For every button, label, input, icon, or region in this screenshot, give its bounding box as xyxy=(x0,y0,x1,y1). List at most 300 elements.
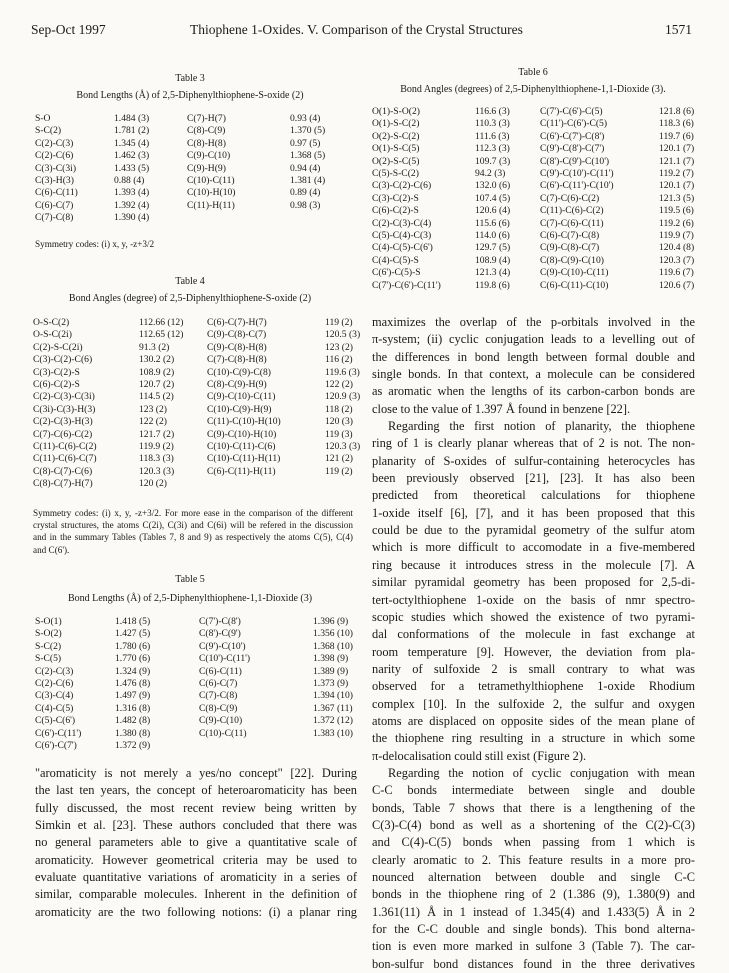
table-row xyxy=(372,156,703,168)
bond-value: 121.7 (2) xyxy=(139,428,175,440)
bond-label: C(6')-C(7')-C(8') xyxy=(540,130,605,142)
table-row xyxy=(35,616,365,628)
text-line: the thiophene ring resulting in a structure in which some xyxy=(372,731,695,746)
text-line: tion is even more marked in sulfone 3 (Table 7). The car- xyxy=(372,939,695,954)
bond-label: C(8)-C(9) xyxy=(187,125,226,137)
text-line: tert-octylthiophene 1-oxide on the basis of nmr spectro- xyxy=(372,592,695,607)
bond-label: C(6)-C(7)-C(8) xyxy=(540,230,600,242)
table-row xyxy=(33,478,373,490)
bond-value: 120.4 (8) xyxy=(659,242,695,254)
bond-label: C(7)-H(7) xyxy=(187,113,226,124)
bond-label: O(2)-S-C(2) xyxy=(372,130,420,142)
bond-value: 1.398 (9) xyxy=(313,653,349,665)
bond-label: S-C(2) xyxy=(35,640,62,652)
bond-value: 0.94 (4) xyxy=(290,162,321,174)
bond-label: C(10)-C(11)-H(11) xyxy=(207,453,281,465)
text-line: observed for a tetramethylthiophene 1-oxide Rhodium xyxy=(372,679,695,694)
bond-label xyxy=(207,478,325,490)
bond-label: C(7)-C(8)-H(8) xyxy=(207,354,267,366)
bond-value: 112.66 (12) xyxy=(139,317,184,328)
bond-value: 1.770 (6) xyxy=(115,653,151,665)
bond-label: C(6)-C(7) xyxy=(199,678,238,690)
bond-value: 121.3 (5) xyxy=(659,192,695,204)
bond-value: 91.3 (2) xyxy=(139,341,170,353)
bond-label: C(5)-S-C(2) xyxy=(372,168,419,180)
bond-value: 1.484 (3) xyxy=(114,113,150,124)
bond-label: C(7')-C(8') xyxy=(199,616,241,627)
bond-label: C(2)-C(3) xyxy=(35,137,74,149)
bond-label: C(8)-C(9)-C(10) xyxy=(540,254,604,266)
table5-body xyxy=(35,616,365,752)
table-row xyxy=(35,728,365,740)
bond-label: C(7)-C(6)-C(11) xyxy=(540,217,604,229)
table-row xyxy=(35,187,340,199)
bond-label: C(11)-H(11) xyxy=(187,199,235,211)
bond-value: 1.389 (9) xyxy=(313,665,349,677)
text-line: for the C-C double and single bonds). This bond alterna- xyxy=(372,922,695,937)
body-text-left xyxy=(35,765,357,921)
table-row xyxy=(372,230,703,242)
bond-label: C(3)-C(4) xyxy=(35,690,74,702)
table6-body xyxy=(372,106,703,292)
text-line: complex [10]. In the sulfoxide 2, the sulfur and oxygen xyxy=(372,696,695,711)
text-line: dal conformations of the molecule in fast exchange at xyxy=(372,627,695,642)
bond-label: C(4)-C(5)-S xyxy=(372,254,419,266)
text-line: ring because it introduces stress in the molecule [7]. A xyxy=(372,557,695,572)
table-row xyxy=(35,641,365,653)
bond-label: C(11)-C(6)-C(7) xyxy=(33,453,97,465)
bond-value: 120.6 (4) xyxy=(475,205,511,217)
bond-value: 1.345 (4) xyxy=(114,137,150,149)
bond-label: C(2)-C(3)-C(4) xyxy=(372,217,432,229)
table4-label: Table 4 xyxy=(175,276,205,287)
table-row xyxy=(35,678,365,690)
table6-label: Table 6 xyxy=(518,67,548,78)
text-line: C(3)-C(4) bond as well as a shortening of the C(2)-C(3) xyxy=(372,817,695,832)
bond-label: C(3)-C(2)-C(6) xyxy=(33,354,93,366)
page-number: 1571 xyxy=(665,22,692,37)
bond-value: 0.98 (3) xyxy=(290,199,321,211)
bond-label: C(11)-C(10)-H(10) xyxy=(207,416,281,428)
bond-label: C(9)-H(9) xyxy=(187,162,226,174)
table-row xyxy=(33,453,373,465)
table-row xyxy=(372,180,703,192)
text-line: π-system; (ii) cyclic conjugation leads to a levelling out of xyxy=(372,332,695,347)
table-row xyxy=(35,628,365,640)
bond-value: 129.7 (5) xyxy=(475,242,511,254)
bond-value: 123 (2) xyxy=(325,341,353,353)
bond-label: S-O xyxy=(35,113,51,124)
bond-label: C(6)-C(2)-S xyxy=(372,205,419,217)
bond-label: C(9)-C(8)-C(7) xyxy=(207,329,267,341)
bond-value xyxy=(313,740,365,752)
bond-label: C(9)-C(10) xyxy=(199,715,243,727)
bond-value: 118 (2) xyxy=(325,403,353,415)
bond-label: S-C(2) xyxy=(35,125,62,137)
bond-value: 123 (2) xyxy=(139,403,167,415)
bond-value: 120.6 (7) xyxy=(659,279,695,291)
text-line: similar pyramidal geometry has been proposed for 2,5-di- xyxy=(372,575,695,590)
bond-value: 118.3 (3) xyxy=(139,453,174,465)
bond-label: C(2)-S-C(2i) xyxy=(33,341,83,353)
bond-value xyxy=(290,212,340,224)
bond-label: C(6)-C(11)-C(10) xyxy=(540,279,609,291)
bond-label: O-S-C(2) xyxy=(33,317,70,328)
bond-label: O(1)-S-C(5) xyxy=(372,143,420,155)
bond-label: C(3)-C(2)-S xyxy=(33,366,80,378)
bond-label: C(10)-C(11) xyxy=(199,727,247,739)
bond-value: 119.5 (6) xyxy=(659,205,694,217)
bond-label: C(6)-C(7) xyxy=(35,199,74,211)
text-line: narity of sulfoxide 2 is small contrary to what was xyxy=(372,661,695,676)
text-line: planarity of S-oxides of sulfur-containing heterocycles has xyxy=(372,453,695,468)
bond-value: 1.373 (9) xyxy=(313,678,349,690)
bond-label: C(3i)-C(3)-H(3) xyxy=(33,403,96,415)
bond-label: C(6)-C(11) xyxy=(199,665,242,677)
table-row xyxy=(35,138,340,150)
table-row xyxy=(35,125,340,137)
bond-label: S-O(1) xyxy=(35,616,62,627)
bond-label: C(10)-C(9)-C(8) xyxy=(207,366,271,378)
text-line: Simkin et al. [23]. These authors concluded that there was xyxy=(35,818,357,833)
table4-symmetry: Symmetry codes: (i) x, y, -z+3/2. For more ease in the comparison of the different crystal structures, the atoms C(2i), C(3i) and C(6i) will be refered in the discussion and in the summary Tables (Tables 7, 8 and 9) as respectively the atoms C(5), C(4) and C(6'). xyxy=(33,508,353,555)
bond-value: 122 (2) xyxy=(139,416,167,428)
bond-value: 119.9 (2) xyxy=(139,441,174,453)
table-row xyxy=(372,168,703,180)
table-row xyxy=(372,218,703,230)
table-row xyxy=(33,317,373,329)
text-line: predicted from theoretical calculations for thiophene xyxy=(372,488,695,503)
bond-label: C(2)-C(3)-H(3) xyxy=(33,416,93,428)
table-row xyxy=(372,193,703,205)
text-line: fully discussed, the most recent review being written by xyxy=(35,800,357,815)
bond-label: C(10)-C(11)-C(6) xyxy=(207,441,276,453)
bond-label xyxy=(199,740,313,752)
bond-label: C(8)-C(9) xyxy=(199,702,238,714)
text-line: "aromaticity is not merely a yes/no concept" [22]. During xyxy=(35,766,357,780)
text-line: nounced alternation between double and single C-C xyxy=(372,870,695,884)
bond-value: 119.8 (6) xyxy=(475,279,510,291)
table3-title: Bond Lengths (Å) of 2,5-Diphenylthiophene-S-oxide (2) xyxy=(76,90,304,101)
bond-label: C(10')-C(11') xyxy=(199,653,251,665)
bond-value: 1.392 (4) xyxy=(114,199,150,211)
table3-label: Table 3 xyxy=(175,73,205,84)
bond-value: 119.2 (6) xyxy=(659,217,694,229)
bond-value: 1.427 (5) xyxy=(115,628,151,640)
bond-value: 1.381 (4) xyxy=(290,175,326,187)
bond-label: C(3)-C(3i) xyxy=(35,162,77,174)
table-row xyxy=(33,354,373,366)
text-line: aromaticity. However geometrical criteria may be used to xyxy=(35,852,357,867)
table-row xyxy=(372,118,703,130)
table-row xyxy=(372,242,703,254)
bond-value: 1.393 (4) xyxy=(114,187,150,199)
table-row xyxy=(33,429,373,441)
bond-value: 121.8 (6) xyxy=(659,106,695,117)
text-line: aromaticity are the two following notions: (i) a planar ring xyxy=(35,904,357,919)
bond-label: C(5)-C(6') xyxy=(35,715,76,727)
text-line: close to the value of 1.397 Å found in benzene [22]. xyxy=(372,401,631,416)
table3-body xyxy=(35,113,340,225)
bond-value: 1.780 (6) xyxy=(115,640,151,652)
bond-label: C(6')-C(7') xyxy=(35,740,77,752)
bond-label: C(6)-C(2)-S xyxy=(33,379,80,391)
table-row xyxy=(35,163,340,175)
bond-label: C(2)-C(6) xyxy=(35,150,74,162)
table-row xyxy=(33,367,373,379)
table5-label: Table 5 xyxy=(175,574,205,585)
text-line: π-delocalisation could still exist (Figure 2). xyxy=(372,748,587,763)
bond-value: 1.433 (5) xyxy=(114,162,150,174)
bond-value: 1.418 (5) xyxy=(115,616,151,627)
bond-value: 1.390 (4) xyxy=(114,212,150,224)
bond-label: C(6')-C(11')-C(10') xyxy=(540,180,614,192)
bond-value: 0.97 (5) xyxy=(290,137,321,149)
bond-value: 1.356 (10) xyxy=(313,628,353,640)
text-line: as aromatic when the lengths of its carbon-carbon bonds are xyxy=(372,384,695,399)
bond-label: C(9')-C(8')-C(7') xyxy=(540,143,605,155)
bond-label: C(5)-C(4)-C(3) xyxy=(372,230,432,242)
bond-label: C(6')-C(5)-S xyxy=(372,267,421,279)
bond-value: 111.6 (3) xyxy=(475,130,510,142)
bond-label: C(6)-C(11)-H(11) xyxy=(207,465,276,477)
bond-value: 1.462 (3) xyxy=(114,150,150,162)
bond-label: O(2)-S-C(5) xyxy=(372,155,420,167)
bond-value: 108.9 (2) xyxy=(139,366,175,378)
bond-label: C(4)-C(5)-C(6') xyxy=(372,242,433,254)
bond-label: C(6)-C(11) xyxy=(35,187,78,199)
bond-value: 1.482 (8) xyxy=(115,715,151,727)
bond-value: 122 (2) xyxy=(325,379,353,391)
table3-symmetry: Symmetry codes: (i) x, y, -z+3/2 xyxy=(35,239,155,249)
bond-label: C(3)-H(3) xyxy=(35,175,74,187)
text-line: single bonds. In that context, a molecule can be considered xyxy=(372,367,695,382)
text-line: room temperature [9]. However, the deviation from pla- xyxy=(372,644,695,659)
bond-value: 110.3 (3) xyxy=(475,118,510,130)
table5-title: Bond Lengths (Å) of 2,5-Diphenylthiophene-1,1-Dioxide (3) xyxy=(67,593,313,604)
bond-value: 1.394 (10) xyxy=(313,690,353,702)
bond-value: 121 (2) xyxy=(325,453,353,465)
table-row xyxy=(33,416,373,428)
bond-label: C(11)-C(6)-C(2) xyxy=(33,441,97,453)
table-row xyxy=(35,150,340,162)
bond-value: 112.65 (12) xyxy=(139,329,184,341)
table-row xyxy=(33,404,373,416)
bond-value: 119 (3) xyxy=(325,428,353,440)
bond-label: O(1)-S-C(2) xyxy=(372,118,420,130)
body-text-right xyxy=(372,314,695,973)
bond-label: C(7)-C(8) xyxy=(199,690,238,702)
bond-label xyxy=(187,212,290,224)
text-line: maximizes the overlap of the p-orbitals involved in the xyxy=(372,315,695,329)
bond-value: 119.2 (7) xyxy=(659,168,694,180)
table-row xyxy=(35,175,340,187)
bond-label: O-S-C(2i) xyxy=(33,329,72,341)
bond-label: C(9')-C(10') xyxy=(199,640,246,652)
bond-value: 120.3 (7) xyxy=(659,254,695,266)
bond-label: C(9)-C(10)-H(10) xyxy=(207,428,277,440)
bond-label: C(3)-C(2)-S xyxy=(372,192,419,204)
table-row xyxy=(33,329,373,341)
table-row xyxy=(372,280,703,292)
table-row xyxy=(35,740,365,752)
bond-value: 1.383 (10) xyxy=(313,727,353,739)
text-line: scopic studies which showed the existence of two pyrami- xyxy=(372,609,695,624)
table-row xyxy=(35,703,365,715)
bond-label: C(11')-C(6')-C(5) xyxy=(540,118,608,130)
bond-label: S-O(2) xyxy=(35,628,62,640)
bond-value: 119.6 (7) xyxy=(659,267,694,279)
table-row xyxy=(33,466,373,478)
bond-label: C(7')-C(6')-C(11') xyxy=(372,279,441,291)
table4-body xyxy=(33,317,373,491)
bond-label: C(7)-C(6)-C(2) xyxy=(540,192,600,204)
bond-label: C(11)-C(6)-C(2) xyxy=(540,205,604,217)
bond-label: C(2)-C(3) xyxy=(35,665,74,677)
bond-value: 130.2 (2) xyxy=(139,354,175,366)
text-line: atoms are displaced on opposite sides of the mean plane of xyxy=(372,713,695,728)
table-row xyxy=(372,131,703,143)
table-row xyxy=(33,441,373,453)
bond-value: 116.6 (3) xyxy=(475,106,510,117)
bond-value: 114.0 (6) xyxy=(475,230,510,242)
table-row xyxy=(35,113,340,125)
bond-value: 1.367 (11) xyxy=(313,702,353,714)
text-line: 1-oxide itself [6], [7], and it has been proposed that this xyxy=(372,505,695,520)
bond-value: 1.497 (9) xyxy=(115,690,151,702)
bond-value: 118.3 (6) xyxy=(659,118,694,130)
bond-value: 107.4 (5) xyxy=(475,192,511,204)
text-line: ring of 1 is clearly planar whereas that of 2 is not. The non- xyxy=(372,436,695,451)
bond-label: C(8)-C(7)-C(6) xyxy=(33,465,93,477)
text-line: and C(4)-C(5) bonds when passing from 1 which is xyxy=(372,835,695,850)
bond-value: 119.9 (7) xyxy=(659,230,694,242)
text-line: clearly aromatic to 2. This feature results in a more pro- xyxy=(372,852,695,867)
bond-value: 1.370 (5) xyxy=(290,125,326,137)
bond-value: 120 (2) xyxy=(139,478,167,490)
bond-label: C(9)-C(10) xyxy=(187,150,231,162)
bond-value: 116 (2) xyxy=(325,354,353,366)
bond-label: C(8)-H(8) xyxy=(187,137,226,149)
bond-value: 120.3 (3) xyxy=(325,441,361,453)
bond-value: 121.3 (4) xyxy=(475,267,511,279)
bond-value: 1.368 (10) xyxy=(313,640,353,652)
bond-label: C(2)-C(3)-C(3i) xyxy=(33,391,95,403)
table-row xyxy=(372,255,703,267)
bond-value: 120.1 (7) xyxy=(659,180,695,192)
table-row xyxy=(33,342,373,354)
bond-value: 0.89 (4) xyxy=(290,187,321,199)
bond-value: 115.6 (6) xyxy=(475,217,510,229)
bond-value: 120.5 (3) xyxy=(325,329,361,341)
bond-value: 120.3 (3) xyxy=(139,465,175,477)
text-line: could be due to the pyramidal geometry of the sulfur atom xyxy=(372,523,695,538)
bond-value: 1.368 (5) xyxy=(290,150,326,162)
bond-value: 1.476 (8) xyxy=(115,678,151,690)
bond-label: C(9)-C(8)-H(8) xyxy=(207,341,267,353)
bond-label: C(8)-C(7)-H(7) xyxy=(33,478,93,490)
running-header-left: Sep-Oct 1997 xyxy=(31,22,106,37)
text-line: bonds in the thiophene ring of 2 (1.386 (9), 1.380(9) and xyxy=(372,887,695,902)
bond-label: S-C(5) xyxy=(35,653,62,665)
bond-value: 1.372 (9) xyxy=(115,740,151,752)
text-line: Regarding the first notion of planarity, the thiophene xyxy=(388,419,695,434)
table-row xyxy=(35,666,365,678)
bond-value: 1.781 (2) xyxy=(114,125,150,137)
bond-value: 120.1 (7) xyxy=(659,143,695,155)
bond-label: C(2)-C(6) xyxy=(35,678,74,690)
bond-value: 0.93 (4) xyxy=(290,113,321,124)
table-row xyxy=(372,205,703,217)
bond-value: 120 (3) xyxy=(325,416,353,428)
bond-label: C(3)-C(2)-C(6) xyxy=(372,180,432,192)
table-row xyxy=(33,379,373,391)
bond-label: C(8')-C(9') xyxy=(199,628,241,640)
bond-value: 114.5 (2) xyxy=(139,391,174,403)
bond-value: 108.9 (4) xyxy=(475,254,511,266)
bond-value: 1.372 (12) xyxy=(313,715,353,727)
bond-label: C(6)-C(7)-H(7) xyxy=(207,317,267,328)
bond-label: C(6')-C(11') xyxy=(35,727,82,739)
text-line: the last ten years, the concept of heteroaromaticity has been xyxy=(35,783,357,798)
bond-value: 119.6 (3) xyxy=(325,366,360,378)
table-row xyxy=(35,690,365,702)
table-row xyxy=(372,106,703,118)
text-line: which is more difficult to accomodate in a five-membered xyxy=(372,540,695,555)
text-line: Regarding the notion of cyclic conjugation with mean xyxy=(388,765,695,780)
bond-value: 121.1 (7) xyxy=(659,155,695,167)
bond-label: C(8')-C(9')-C(10') xyxy=(540,155,610,167)
bond-label: C(10)-C(9)-H(9) xyxy=(207,403,272,415)
bond-value: 0.88 (4) xyxy=(114,175,145,187)
text-line: no general parameters able to give a quantitative scale of xyxy=(35,835,357,850)
table-row xyxy=(372,267,703,279)
bond-label: O(1)-S-O(2) xyxy=(372,106,420,117)
text-line: 1.361(11) Å in 1 instead of 1.345(4) and 1.433(5) Å in 2 xyxy=(372,904,695,919)
bond-value: 119 (2) xyxy=(325,465,353,477)
bond-value: 94.2 (3) xyxy=(475,168,506,180)
bond-value xyxy=(325,478,373,490)
bond-value: 109.7 (3) xyxy=(475,155,511,167)
bond-value: 119.7 (6) xyxy=(659,130,694,142)
table-row xyxy=(35,200,340,212)
table-row xyxy=(33,391,373,403)
table-row xyxy=(35,212,340,224)
bond-value: 1.316 (8) xyxy=(115,702,151,714)
bond-label: C(7)-C(8) xyxy=(35,212,74,224)
bond-value: 1.396 (9) xyxy=(313,616,349,627)
bond-value: 112.3 (3) xyxy=(475,143,510,155)
text-line: been previously observed [21], [23]. It has also been xyxy=(372,471,695,486)
bond-label: C(8)-C(9)-H(9) xyxy=(207,379,267,391)
bond-label: C(7)-C(6)-C(2) xyxy=(33,428,93,440)
table-row xyxy=(35,715,365,727)
bond-value: 132.0 (6) xyxy=(475,180,511,192)
text-line: similar, comparable molecules. Inherent in the definition of xyxy=(35,887,357,902)
text-line: evaluate quantitative variations of aromaticity in a series of xyxy=(35,870,357,885)
bond-label: C(9)-C(8)-C(7) xyxy=(540,242,600,254)
table-row xyxy=(372,143,703,155)
table6-title: Bond Angles (degrees) of 2,5-Diphenylthiophene-1,1-Dioxide (3). xyxy=(400,84,666,95)
bond-label: C(9)-C(10)-C(11) xyxy=(540,267,609,279)
bond-label: C(9')-C(10')-C(11') xyxy=(540,168,614,180)
text-line: the differences in bond length between formal double and xyxy=(372,349,695,364)
bond-label: C(10)-H(10) xyxy=(187,187,236,199)
text-line: bon-sulfur bond distances found in the three derivatives xyxy=(372,956,695,971)
bond-label: C(4)-C(5) xyxy=(35,702,74,714)
bond-value: 1.380 (8) xyxy=(115,727,151,739)
text-line: C-C bonds intermediate between single and double xyxy=(372,783,695,798)
